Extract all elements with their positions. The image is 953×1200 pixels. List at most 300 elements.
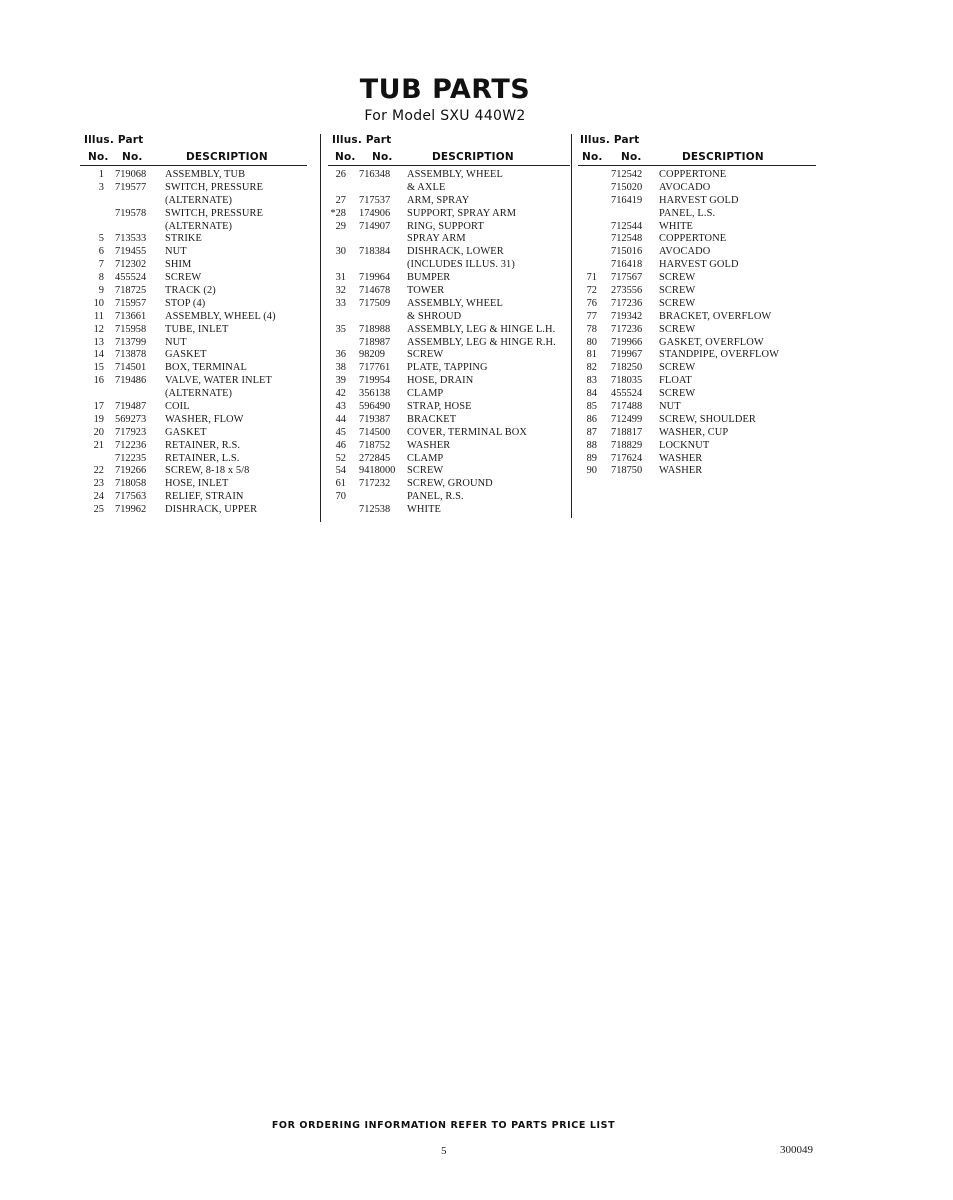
part-row [330,311,570,324]
part-row [330,182,570,195]
part-description: FLOAT [659,375,692,387]
part-description: CLAMP [407,452,444,464]
illus-number: 71 [586,272,597,284]
part-description: COPPERTONE [659,169,727,180]
part-description: SCREW, 8-18 x 5/8 [165,465,250,477]
part-description: (INCLUDES ILLUS. 31) [407,259,515,271]
part-row [82,478,307,491]
header-rule [578,165,816,166]
illus-number: 78 [586,323,597,335]
illus-number: 21 [93,439,104,451]
part-row [82,221,307,234]
model-subtitle: For Model SXU 440W2 [364,108,526,124]
part-description: STRAP, HOSE [407,401,472,413]
part-row [580,285,816,298]
illus-number: 54 [335,465,346,477]
part-row [330,401,570,414]
part-row [330,465,570,478]
part-number: 569273 [115,413,147,425]
part-description: ASSEMBLY, TUB [165,169,246,180]
illus-number: 5 [98,233,104,245]
illus-number: 43 [335,401,346,413]
part-row [82,311,307,324]
part-description: SWITCH, PRESSURE [165,207,264,219]
illus-number: 90 [586,465,597,477]
header-part-no: No. [372,151,393,163]
parts-rows [330,169,570,517]
part-number: 717537 [359,194,391,206]
part-description: SHIM [165,259,192,271]
part-number: 719487 [115,401,147,413]
part-number: 713878 [115,349,147,361]
part-description: RETAINER, R.S. [165,439,241,451]
part-number: 719577 [115,181,147,193]
part-row [330,388,570,401]
illus-number: 14 [93,349,104,361]
part-row [330,375,570,388]
part-row [330,246,570,259]
part-number: 714678 [359,285,391,297]
part-number: 719068 [115,169,147,180]
part-description: WHITE [407,504,441,516]
illus-number: 11 [93,310,104,322]
part-number: 718829 [611,439,643,451]
part-row [82,362,307,375]
part-number: 712499 [611,413,643,425]
column-header [330,134,570,166]
part-description: WHITE [659,220,693,232]
illus-number: 82 [586,362,597,374]
header-rule [80,165,307,166]
part-number: 712544 [611,220,643,232]
part-description: COIL [165,401,190,413]
part-description: ARM, SPRAY [407,194,470,206]
part-number: 713533 [115,233,147,245]
part-description: COVER, TERMINAL BOX [407,426,527,438]
part-number: 717624 [611,452,643,464]
part-row [580,337,816,350]
part-number: 717563 [115,491,147,503]
part-row [580,195,816,208]
part-description: PLATE, TAPPING [407,362,488,374]
part-number: 719964 [359,272,391,284]
part-row [330,208,570,221]
part-description: ASSEMBLY, WHEEL [407,169,503,180]
part-row [580,233,816,246]
part-row [330,285,570,298]
illus-number: 26 [335,169,346,180]
part-description: TUBE, INLET [165,323,229,335]
illus-number: 23 [93,478,104,490]
part-number: 272845 [359,452,391,464]
part-row [580,182,816,195]
part-row [330,491,570,504]
part-description: HOSE, INLET [165,478,229,490]
part-number: 717761 [359,362,391,374]
header-part-no: No. [621,151,642,163]
part-description: RETAINER, L.S. [165,452,240,464]
part-number: 713661 [115,310,147,322]
part-row [580,401,816,414]
part-number: 714501 [115,362,147,374]
part-description: WASHER [407,439,451,451]
illus-number: 12 [93,323,104,335]
part-number: 716348 [359,169,391,180]
part-description: SCREW [407,465,444,477]
part-number: 273556 [611,285,643,297]
illus-number: 19 [93,413,104,425]
part-description: SUPPORT, SPRAY ARM [407,207,517,219]
part-number: 716419 [611,194,643,206]
illus-number: 10 [93,297,104,309]
part-description: WASHER, FLOW [165,413,244,425]
part-number: 717567 [611,272,643,284]
header-description: DESCRIPTION [682,151,764,163]
header-description: DESCRIPTION [186,151,268,163]
part-number: 9418000 [359,465,396,477]
part-number: 712548 [611,233,643,245]
part-number: 718384 [359,246,391,258]
illus-number: 88 [586,439,597,451]
illus-number: 61 [335,478,346,490]
part-description: CLAMP [407,388,444,400]
parts-rows [82,169,307,517]
part-row [82,453,307,466]
part-number: 719387 [359,413,391,425]
header-rule [328,165,570,166]
part-row [82,259,307,272]
part-row [82,285,307,298]
part-row [330,324,570,337]
part-row [330,195,570,208]
part-description: TOWER [407,285,445,297]
part-description: ASSEMBLY, WHEEL (4) [165,310,276,322]
part-description: HOSE, DRAIN [407,375,474,387]
part-row [330,427,570,440]
part-number: 719486 [115,375,147,387]
illus-number: 16 [93,375,104,387]
part-description: PANEL, R.S. [407,491,464,503]
part-row [330,349,570,362]
part-number: 712542 [611,169,643,180]
part-number: 718058 [115,478,147,490]
part-description: DISHRACK, UPPER [165,504,258,516]
parts-column-2 [330,134,570,517]
part-number: 98209 [359,349,385,361]
illus-number: 29 [335,220,346,232]
illus-number: 70 [335,491,346,503]
illus-number: 39 [335,375,346,387]
parts-rows [580,169,816,478]
part-description: STRIKE [165,233,202,245]
illus-number: 25 [93,504,104,516]
illus-number: 85 [586,401,597,413]
part-row [580,208,816,221]
header-part-no: No. [122,151,143,163]
part-description: NUT [165,336,187,348]
part-row [82,233,307,246]
illus-number: 86 [586,413,597,425]
part-description: SCREW [659,297,696,309]
illus-number: 84 [586,388,597,400]
illus-number: 81 [586,349,597,361]
part-number: 719966 [611,336,643,348]
illus-number: 9 [98,285,104,297]
column-divider [320,134,321,522]
part-row [580,272,816,285]
part-row [82,388,307,401]
part-row [580,259,816,272]
part-description: BRACKET, OVERFLOW [659,310,772,322]
illus-number: 52 [335,452,346,464]
part-row [82,298,307,311]
part-description: TRACK (2) [165,285,216,297]
part-description: SCREW [659,362,696,374]
part-number: 717236 [611,297,643,309]
part-row [580,440,816,453]
part-description: (ALTERNATE) [165,194,233,206]
part-description: SCREW [659,272,696,284]
illus-number: 32 [335,285,346,297]
part-row [580,465,816,478]
part-number: 715958 [115,323,147,335]
part-row [330,233,570,246]
illus-number: 45 [335,426,346,438]
part-row [330,453,570,466]
part-description: RELIEF, STRAIN [165,491,244,503]
part-description: SCREW [659,388,696,400]
part-number: 719266 [115,465,147,477]
part-row [580,414,816,427]
illus-number: 31 [335,272,346,284]
part-row [82,440,307,453]
part-row [330,298,570,311]
header-illus-part: Illus. Part [580,134,640,146]
part-row [82,324,307,337]
part-number: 719962 [115,504,147,516]
part-number: 714907 [359,220,391,232]
part-row [580,388,816,401]
part-description: GASKET [165,349,207,361]
part-description: SCREW, GROUND [407,478,493,490]
part-number: 713799 [115,336,147,348]
part-row [580,375,816,388]
part-description: STANDPIPE, OVERFLOW [659,349,779,361]
part-row [82,272,307,285]
part-description: RING, SUPPORT [407,220,484,232]
illus-number: 80 [586,336,597,348]
part-row [580,453,816,466]
part-description: WASHER [659,465,703,477]
part-description: (ALTERNATE) [165,388,233,400]
part-row [82,465,307,478]
part-row [580,298,816,311]
part-number: 712538 [359,504,391,516]
part-row [580,362,816,375]
illus-number: 89 [586,452,597,464]
part-number: 717232 [359,478,391,490]
part-row [82,414,307,427]
part-description: SCREW [659,323,696,335]
part-row [580,324,816,337]
document-number: 300049 [780,1144,813,1156]
part-description: COPPERTONE [659,233,727,245]
part-description: & AXLE [407,181,446,193]
part-number: 718035 [611,375,643,387]
illus-number: 44 [335,413,346,425]
illus-number: 20 [93,426,104,438]
column-header [82,134,307,166]
illus-number: 35 [335,323,346,335]
part-description: SCREW [407,349,444,361]
part-number: 717488 [611,401,643,413]
illus-number: 7 [98,259,104,271]
part-row [330,337,570,350]
page-title: TUB PARTS [359,74,531,105]
part-description: ASSEMBLY, WHEEL [407,297,503,309]
page-number: 5 [441,1145,447,1157]
illus-number: 42 [335,388,346,400]
part-row [330,440,570,453]
part-number: 714500 [359,426,391,438]
part-description: AVOCADO [659,181,711,193]
part-number: 718752 [359,439,391,451]
part-row [82,401,307,414]
part-row [82,375,307,388]
part-number: 717923 [115,426,147,438]
illus-number: 17 [93,401,104,413]
illus-number: 30 [335,246,346,258]
part-row [580,221,816,234]
part-description: SCREW [659,285,696,297]
part-number: 356138 [359,388,391,400]
part-description: PANEL, L.S. [659,207,716,219]
part-description: STOP (4) [165,297,206,309]
illus-number: 77 [586,310,597,322]
part-description: AVOCADO [659,246,711,258]
part-number: 719578 [115,207,147,219]
part-number: 719455 [115,246,147,258]
part-number: 718725 [115,285,147,297]
part-row [330,504,570,517]
illus-number: 15 [93,362,104,374]
illus-number: 76 [586,297,597,309]
part-description: WASHER [659,452,703,464]
illus-number: 8 [98,272,104,284]
part-description: & SHROUD [407,310,462,322]
part-description: SCREW, SHOULDER [659,413,756,425]
part-description: GASKET, OVERFLOW [659,336,764,348]
column-divider [571,134,572,518]
part-description: SCREW [165,272,202,284]
header-illus-no: No. [88,151,109,163]
part-row [82,208,307,221]
part-number: 712302 [115,259,147,271]
part-number: 717236 [611,323,643,335]
part-description: NUT [659,401,681,413]
header-illus-no: No. [335,151,356,163]
part-row [82,427,307,440]
part-description: (ALTERNATE) [165,220,233,232]
illus-number: 27 [335,194,346,206]
illus-number: 46 [335,439,346,451]
part-number: 718250 [611,362,643,374]
illus-number: *28 [330,207,346,219]
part-description: ASSEMBLY, LEG & HINGE L.H. [407,323,556,335]
illus-number: 83 [586,375,597,387]
part-description: DISHRACK, LOWER [407,246,504,258]
part-row [330,478,570,491]
illus-number: 3 [98,181,104,193]
header-illus-part: Illus. Part [84,134,144,146]
part-description: GASKET [165,426,207,438]
part-row [580,169,816,182]
part-number: 715020 [611,181,643,193]
part-row [580,349,816,362]
part-row [330,169,570,182]
part-description: BOX, TERMINAL [165,362,247,374]
part-number: 712235 [115,452,147,464]
part-number: 717509 [359,297,391,309]
parts-column-3 [580,134,816,478]
part-description: SWITCH, PRESSURE [165,181,264,193]
part-row [330,362,570,375]
part-row [82,182,307,195]
header-description: DESCRIPTION [432,151,514,163]
part-number: 715016 [611,246,643,258]
part-number: 715957 [115,297,147,309]
part-row [82,195,307,208]
part-number: 174906 [359,207,391,219]
part-number: 455524 [611,388,643,400]
header-illus-part: Illus. Part [332,134,392,146]
part-description: HARVEST GOLD [659,194,739,206]
part-number: 718750 [611,465,643,477]
illus-number: 87 [586,426,597,438]
illus-number: 38 [335,362,346,374]
part-row [82,504,307,517]
illus-number: 13 [93,336,104,348]
illus-number: 22 [93,465,104,477]
part-description: BUMPER [407,272,451,284]
part-number: 455524 [115,272,147,284]
part-row [580,427,816,440]
part-row [330,272,570,285]
part-number: 712236 [115,439,147,451]
illus-number: 1 [98,169,104,180]
part-number: 719954 [359,375,391,387]
part-number: 718988 [359,323,391,335]
part-description: BRACKET [407,413,457,425]
illus-number: 72 [586,285,597,297]
part-number: 596490 [359,401,391,413]
part-number: 716418 [611,259,643,271]
part-row [580,246,816,259]
part-description: SPRAY ARM [407,233,466,245]
part-description: NUT [165,246,187,258]
part-description: VALVE, WATER INLET [165,375,272,387]
header-illus-no: No. [582,151,603,163]
illus-number: 6 [98,246,104,258]
part-row [82,349,307,362]
part-row [330,221,570,234]
part-row [330,414,570,427]
parts-column-1 [82,134,307,517]
illus-number: 36 [335,349,346,361]
part-number: 719967 [611,349,643,361]
ordering-note: FOR ORDERING INFORMATION REFER TO PARTS PRICE LIST [271,1120,616,1131]
part-description: WASHER, CUP [659,426,729,438]
